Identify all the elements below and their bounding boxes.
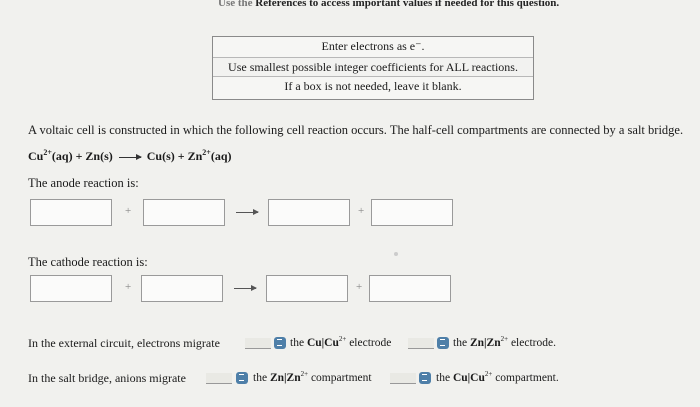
references-text[interactable]: References to access important values if needed for this question.	[255, 0, 560, 9]
anode-label: The anode reaction is:	[28, 176, 139, 190]
instruction-electrons: Enter electrons as e⁻.	[321, 39, 425, 53]
saltbridge-opt2-charge: 2+	[484, 370, 493, 378]
external-opt2-charge: 2+	[500, 335, 509, 343]
anode-input-4[interactable]	[371, 199, 453, 226]
saltbridge-opt1-pre: the	[253, 371, 268, 384]
anode-input-2[interactable]	[143, 199, 225, 226]
external-opt1-text[interactable]	[290, 335, 391, 349]
cathode-arrow-icon	[234, 288, 256, 289]
cell-reaction	[28, 148, 232, 164]
external-opt1-charge: 2+	[338, 335, 347, 343]
question-text: A voltaic cell is constructed in which the following cell reaction occurs. The half-cell compartments are connected by a salt bridge.	[28, 123, 684, 137]
saltbridge-answer-blank-2	[390, 373, 416, 384]
product-state: (aq)	[210, 149, 232, 163]
external-opt2-text[interactable]	[453, 335, 556, 349]
instruction-coefficients: Use smallest possible integer coefficients for ALL reactions.	[213, 57, 533, 77]
cathode-plus-2: +	[356, 281, 363, 293]
anode-input-3[interactable]	[268, 199, 350, 226]
references-link[interactable]	[218, 0, 559, 9]
saltbridge-opt1-elec: Zn|Zn	[269, 371, 301, 384]
external-answer-blank	[245, 338, 271, 349]
external-opt2-select-icon[interactable]	[437, 337, 449, 349]
reactant-rest: (aq) + Zn(s)	[51, 149, 113, 163]
external-opt1-elec: Cu|Cu	[306, 336, 339, 349]
reaction-arrow-icon	[119, 157, 141, 158]
saltbridge-opt1-select-icon[interactable]	[236, 372, 248, 384]
external-opt1-post: electrode	[349, 336, 392, 349]
instruction-blank: If a box is not needed, leave it blank.	[284, 79, 462, 93]
cathode-input-4[interactable]	[369, 275, 451, 302]
external-opt2-elec: Zn|Zn	[469, 336, 501, 349]
external-opt1-pre: the	[290, 336, 305, 349]
saltbridge-answer-blank	[206, 373, 232, 384]
external-answer-blank-2	[408, 338, 434, 349]
anode-plus-2: +	[358, 205, 365, 217]
cathode-input-1[interactable]	[30, 275, 112, 302]
product-text: Cu(s) + Zn	[146, 149, 203, 163]
external-circuit-label: In the external circuit, electrons migrate	[28, 336, 220, 350]
instructions-box	[212, 36, 534, 100]
saltbridge-opt2-text[interactable]	[436, 370, 559, 384]
cathode-input-2[interactable]	[141, 275, 223, 302]
external-opt2-post: electrode.	[510, 336, 556, 349]
salt-bridge-label: In the salt bridge, anions migrate	[28, 371, 186, 385]
product-charge: 2+	[202, 148, 211, 157]
reactant-cu-charge: 2+	[43, 148, 52, 157]
cathode-input-3[interactable]	[266, 275, 348, 302]
saltbridge-opt1-text[interactable]	[253, 370, 372, 384]
anode-plus-1: +	[125, 205, 132, 217]
saltbridge-opt2-post: compartment.	[495, 371, 559, 384]
external-opt2-pre: the	[453, 336, 468, 349]
saltbridge-opt2-pre: the	[436, 371, 451, 384]
anode-arrow-icon	[236, 212, 258, 213]
anode-input-1[interactable]	[30, 199, 112, 226]
cathode-plus-1: +	[125, 281, 132, 293]
saltbridge-opt1-charge: 2+	[300, 370, 309, 378]
references-prefix: Use the	[218, 0, 253, 9]
external-opt1-select-icon[interactable]	[274, 337, 286, 349]
saltbridge-opt2-select-icon[interactable]	[419, 372, 431, 384]
saltbridge-opt2-elec: Cu|Cu	[452, 371, 485, 384]
reactant-cu: Cu	[28, 149, 44, 163]
decorative-dot	[394, 252, 398, 256]
saltbridge-opt1-post: compartment	[310, 371, 372, 384]
cathode-label: The cathode reaction is:	[28, 255, 148, 269]
